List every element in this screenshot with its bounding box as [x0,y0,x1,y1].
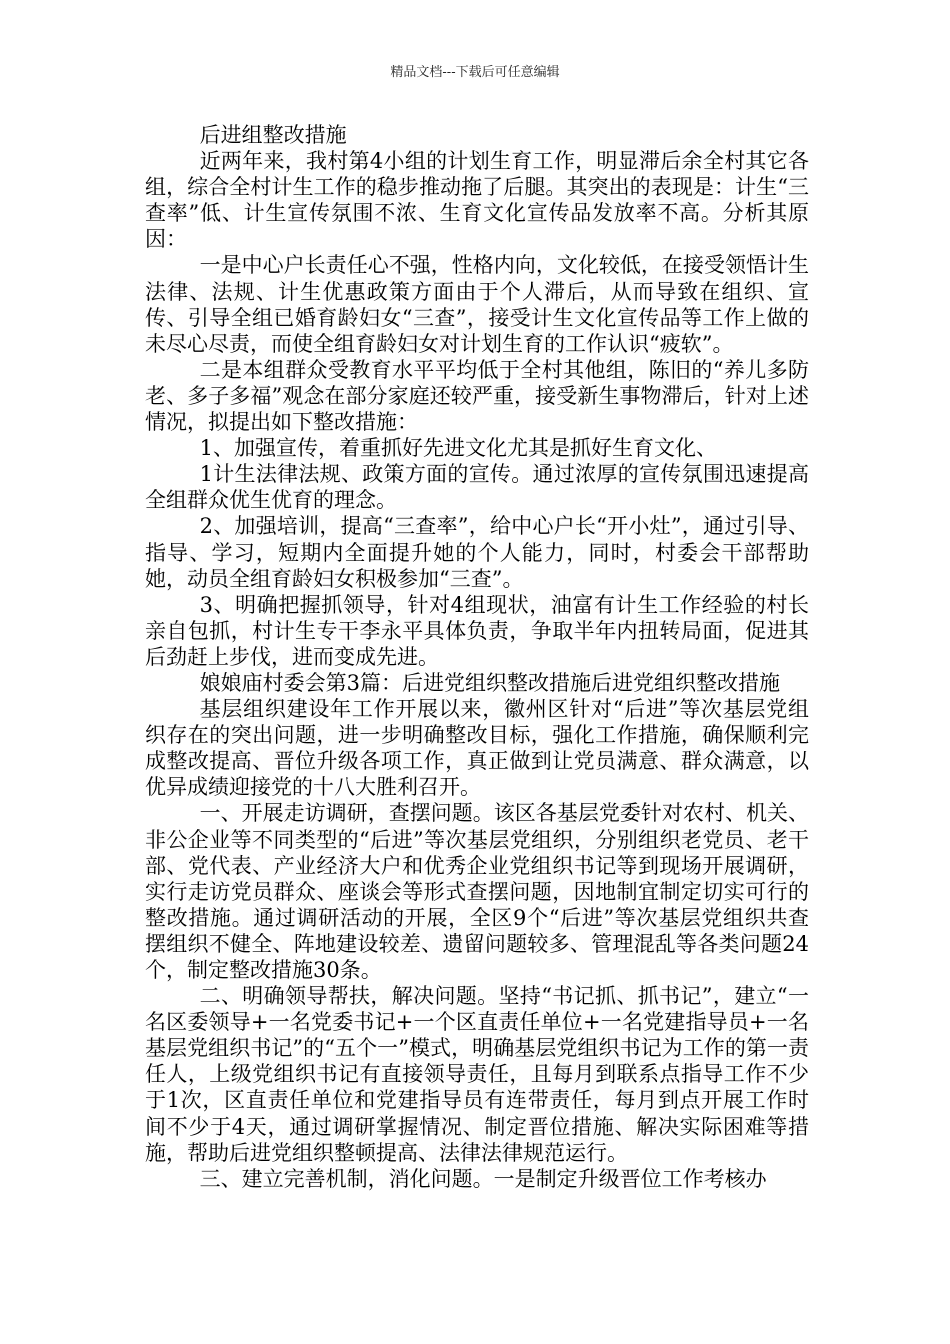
paragraph: 一、开展走访调研，查摆问题。该区各基层党委针对农村、机关、非公企业等不同类型的“后进”等次基层党组织，分别组织老党员、老干部、党代表、产业经济大户和优秀企业党组织书记等到现场开展调研，实行走访党员群众、座谈会等形式查摆问题，因地制宜制定切实可行的整改措施。通过调研活动的开展，全区9个“后进”等次基层党组织共查摆组织不健全、阵地建设较差、遗留问题较多、管理混乱等各类问题24个，制定整改措施30条。 [145,801,809,982]
paragraph: 3、明确把握抓领导，针对4组现状，油富有计生工作经验的村长亲自包抓，村计生专干李永平具体负责，争取半年内扭转局面，促进其后劲赶上步伐，进而变成先进。 [145,592,809,669]
page-header: 精品文档---下载后可任意编辑 [390,65,560,80]
paragraph: 近两年来，我村第4小组的计划生育工作，明显滞后余全村其它各组，综合全村计生工作的稳步推动拖了后腿。其突出的表现是：计生“三查率”低、计生宣传氛围不浓、生育文化宣传品发放率不高。分析其原因： [145,149,809,252]
paragraph: 二是本组群众受教育水平平均低于全村其他组，陈旧的“养儿多防老、多子多福”观念在部分家庭还较严重，接受新生事物滞后，针对上述情况，拟提出如下整改措施： [145,357,809,435]
paragraph: 一是中心户长责任心不强，性格内向，文化较低，在接受领悟计生法律、法规、计生优惠政策方面由于个人滞后，从而导致在组织、宣传、引导全组已婚育龄妇女“三查”，接受计生文化宣传品等工作上做的未尽心尽责，而使全组育龄妇女对计划生育的工作认识“疲软”。 [145,253,809,356]
paragraph: 三、建立完善机制，消化问题。一是制定升级晋位工作考核办 [199,1166,767,1191]
paragraph: 2、加强培训，提高“三查率”，给中心户长“开小灶”，通过引导、指导、学习，短期内全面提升她的个人能力，同时，村委会干部帮助她，动员全组育龄妇女积极参加“三查”。 [145,514,809,591]
document-title: 后进组整改措施 [199,123,347,147]
paragraph: 二、明确领导帮扶，解决问题。坚持“书记抓、抓书记”，建立“一名区委领导+一名党委书记+一个区直责任单位+一名党建指导员+一名基层党组织书记”的“五个一”模式，明确基层党组织书记为工作的第一责任人，上级党组织书记有直接领导责任，且每月到联系点指导工作不少于1次，区直责任单位和党建指导员有连带责任，每月到点开展工作时间不少于4天，通过调研掌握情况、制定晋位措施、解决实际困难等措施，帮助后进党组织整顿提高、法律法律规范运行。 [145,984,809,1165]
paragraph: 基层组织建设年工作开展以来，徽州区针对“后进”等次基层党组织存在的突出问题，进一步明确整改目标，强化工作措施，确保顺利完成整改提高、晋位升级各项工作，真正做到让党员满意、群众满意，以优异成绩迎接党的十八大胜利召开。 [145,697,809,800]
paragraph: 1、加强宣传，着重抓好先进文化尤其是抓好生育文化、 [199,436,717,461]
paragraph: 1计生法律法规、政策方面的宣传。通过浓厚的宣传氛围迅速提高全组群众优生优育的理念。 [145,462,809,513]
section-title: 娘娘庙村委会第3篇：后进党组织整改措施后进党组织整改措施 [199,670,780,695]
document-body [145,122,809,1192]
